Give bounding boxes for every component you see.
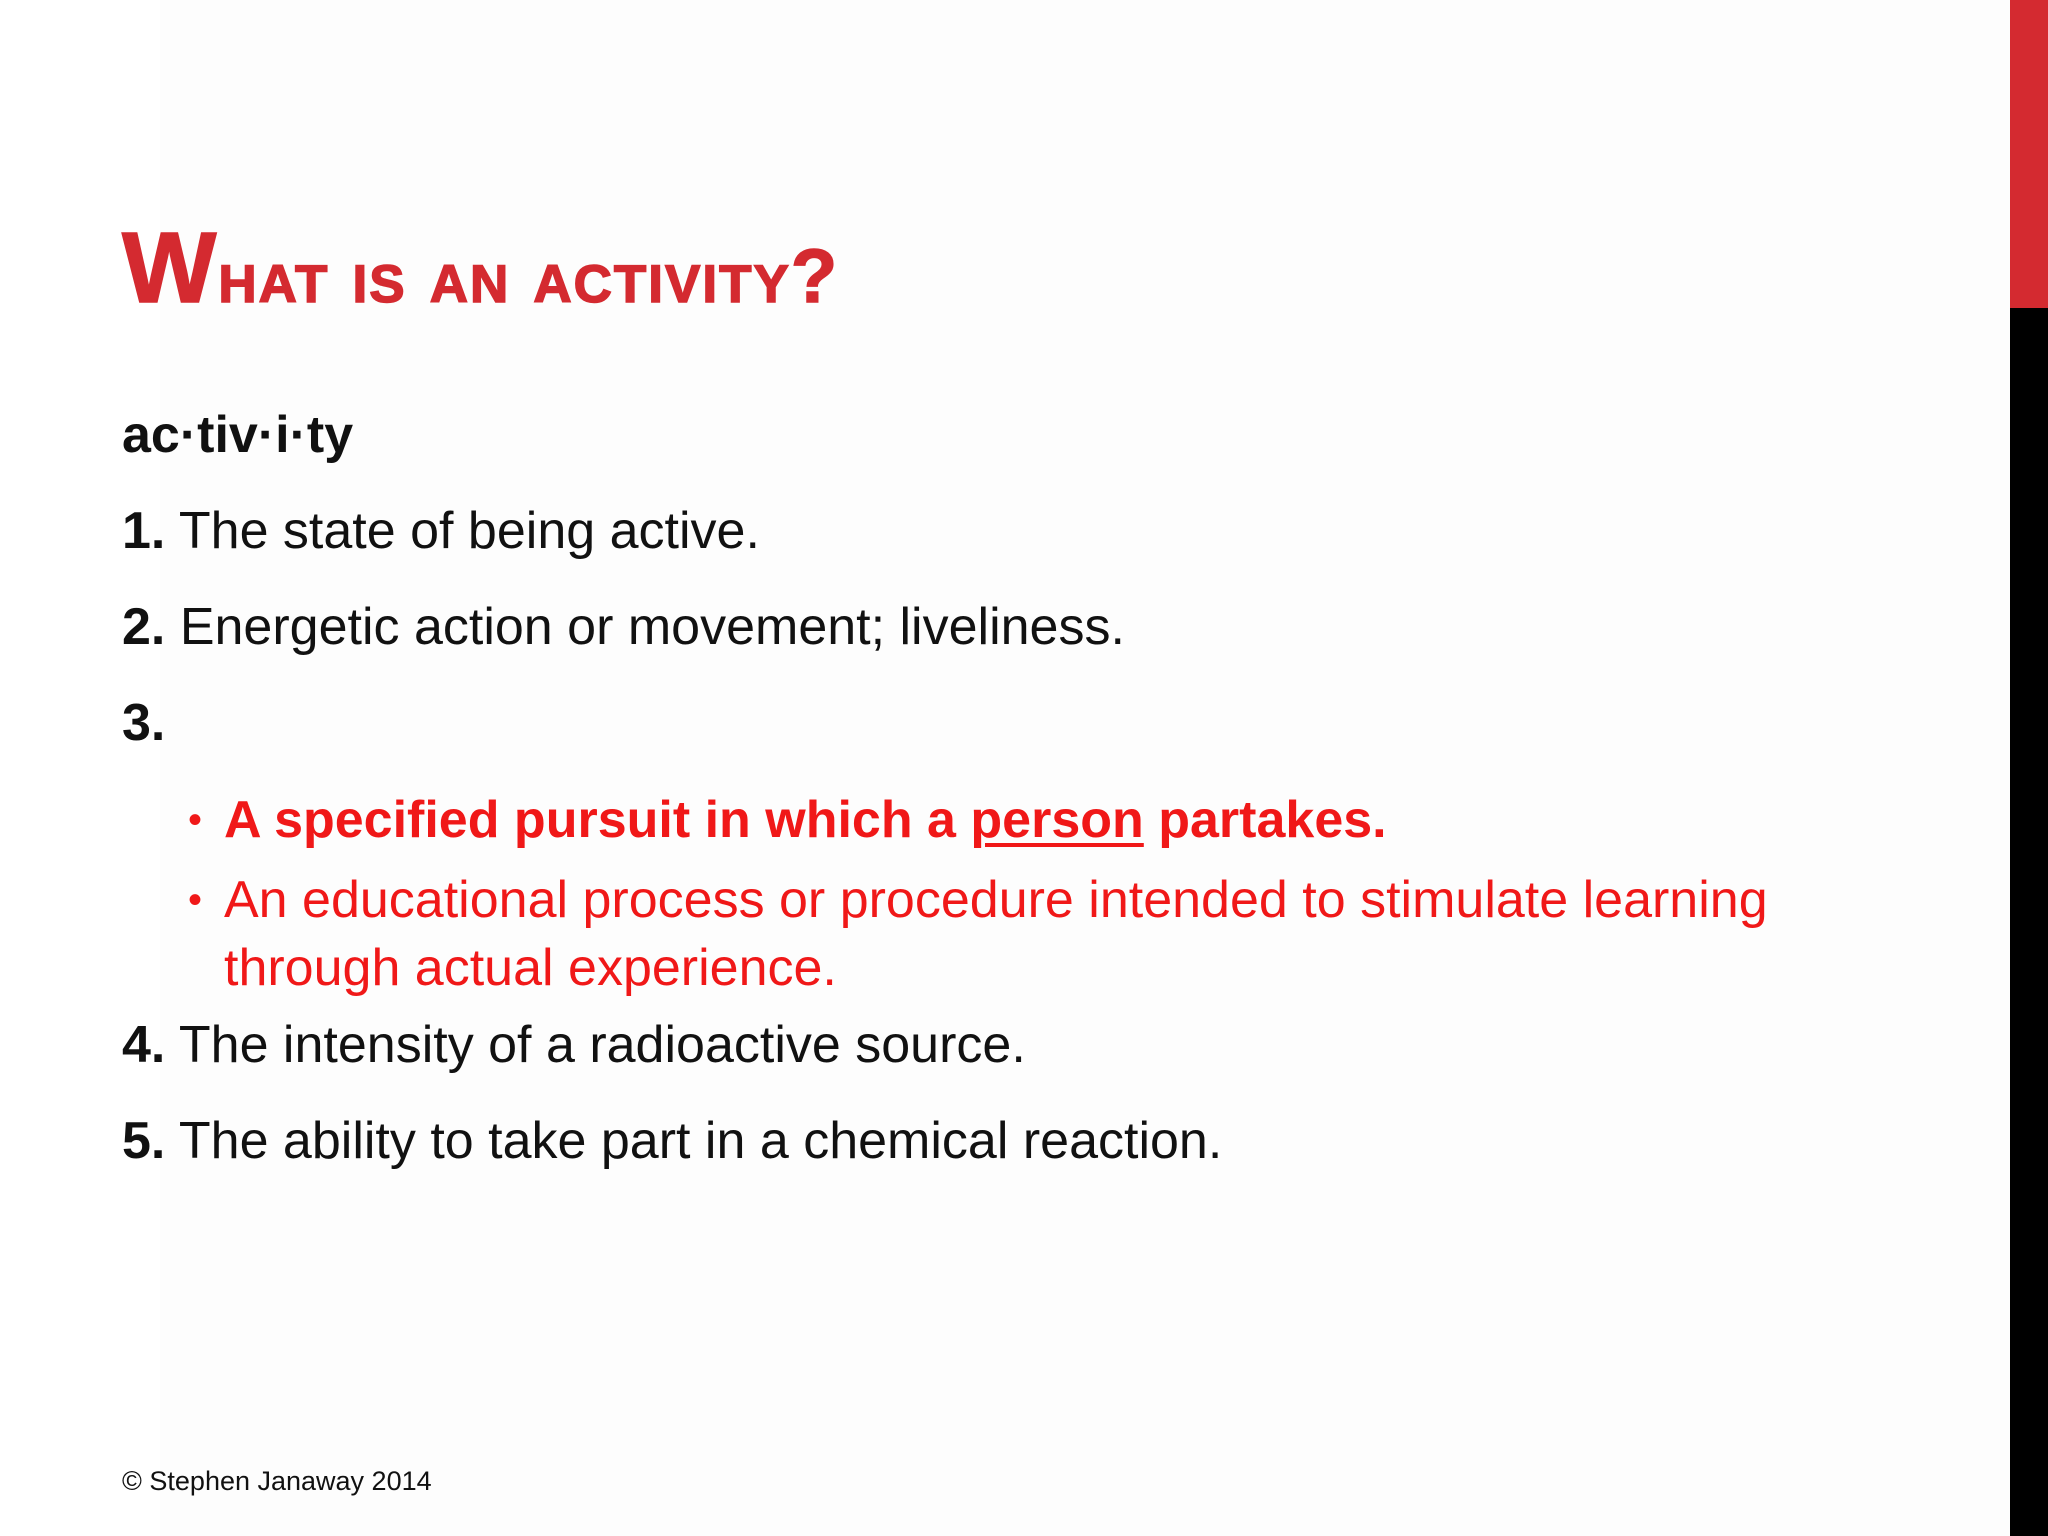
sub-definition-text-before: A specified pursuit in which a bbox=[224, 791, 971, 849]
definition-2 bbox=[122, 592, 1125, 662]
definition-text: Energetic action or movement; liveliness. bbox=[165, 598, 1125, 656]
definition-5 bbox=[122, 1106, 1222, 1176]
definition-4 bbox=[122, 1010, 1026, 1080]
definition-text: The ability to take part in a chemical reaction. bbox=[165, 1112, 1223, 1170]
bullet-icon: • bbox=[188, 798, 203, 842]
headword: ac·tiv·i·ty bbox=[122, 406, 354, 464]
definition-text: The state of being active. bbox=[165, 502, 760, 560]
sub-definition-2 bbox=[188, 866, 1864, 1002]
copyright-footer: © Stephen Janaway 2014 bbox=[122, 1466, 432, 1496]
slide-title bbox=[122, 212, 840, 327]
definition-text: The intensity of a radioactive source. bbox=[165, 1016, 1026, 1074]
slide-title-initial: W bbox=[122, 212, 219, 324]
definition-number: 4. bbox=[122, 1016, 166, 1074]
sub-definition-text bbox=[224, 786, 1864, 854]
definition-number: 3. bbox=[122, 694, 166, 752]
sub-definition-text: An educational process or procedure intended to stimulate learning through actual experience. bbox=[224, 871, 1768, 997]
definition-number: 1. bbox=[122, 502, 166, 560]
slide-title-rest: hat is an activity? bbox=[218, 234, 840, 319]
sub-definition-1 bbox=[188, 786, 1864, 854]
person-link[interactable]: person bbox=[970, 791, 1144, 849]
definition-1 bbox=[122, 496, 760, 566]
side-accent-bar-black bbox=[2010, 308, 2048, 1536]
side-accent-bar bbox=[2010, 0, 2048, 1536]
side-accent-bar-red bbox=[2010, 0, 2048, 308]
bullet-icon: • bbox=[188, 878, 203, 922]
sub-definition-text-after: partakes. bbox=[1143, 791, 1387, 849]
definition-3 bbox=[122, 688, 165, 758]
definition-number: 2. bbox=[122, 598, 166, 656]
definition-number: 5. bbox=[122, 1112, 166, 1170]
